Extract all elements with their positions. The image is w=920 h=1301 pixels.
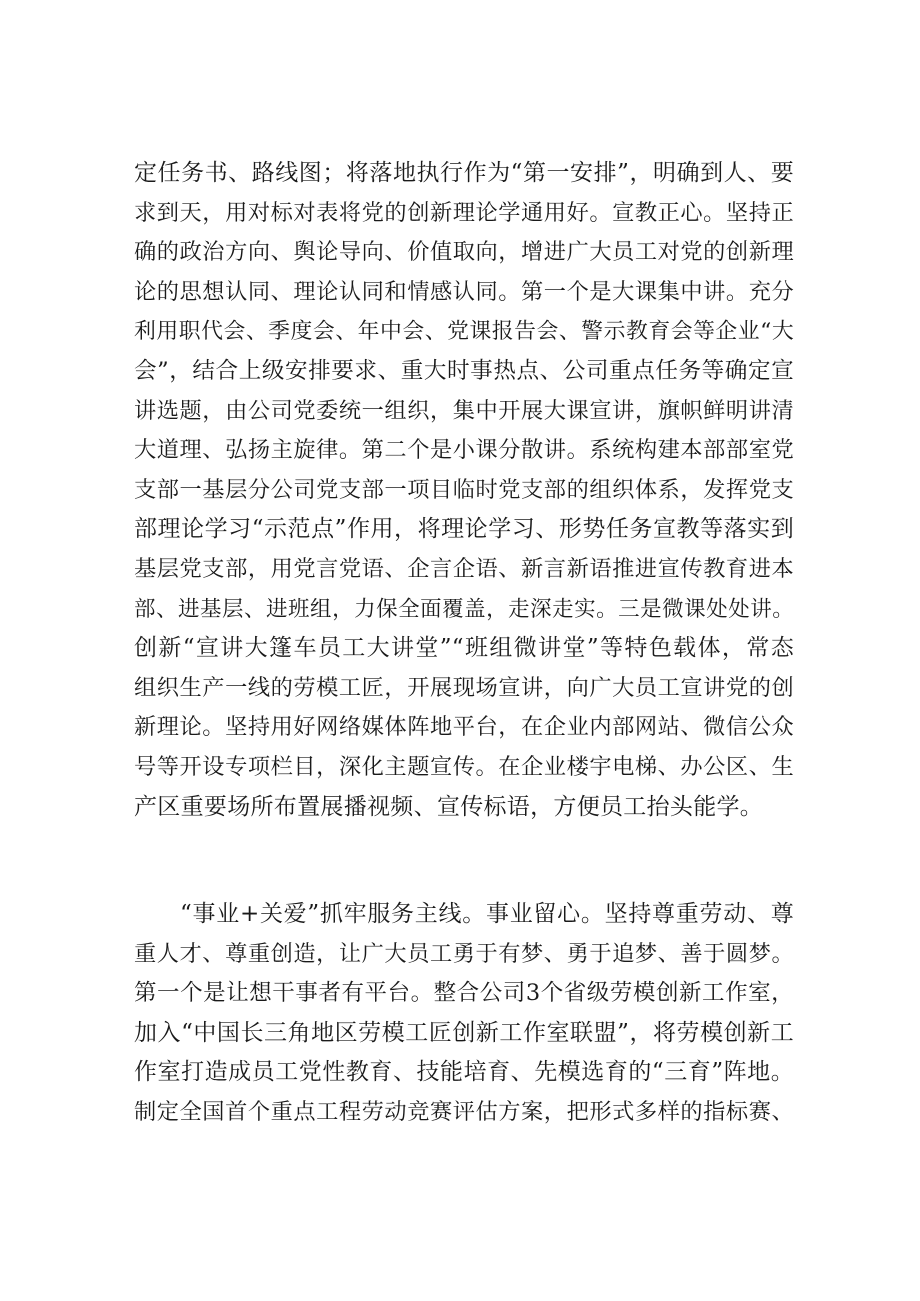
- text-line: 重人才、尊重创造，让广大员工勇于有梦、勇于追梦、善于圆梦。: [134, 940, 794, 967]
- text-line: 部理论学习“示范点”作用，将理论学习、形势任务宣教等落实到: [134, 516, 794, 543]
- text-line: 部、进基层、进班组，力保全面覆盖，走深走实。三是微课处处讲。: [134, 596, 794, 622]
- text-line: 求到天，用对标对表将党的创新理论学通用好。宣教正心。坚持正: [134, 199, 794, 226]
- text-line: 产区重要场所布置展播视频、宣传标语，方便员工抬头能学。: [134, 793, 764, 820]
- text-line: 基层党支部，用党言党语、企言企语、新言新语推进宣传教育进本: [134, 555, 794, 582]
- text-line: 第一个是让想干事者有平台。整合公司3个省级劳模创新工作室，: [134, 980, 794, 1007]
- paragraph-2: [134, 895, 794, 1133]
- text-line: 利用职代会、季度会、年中会、党课报告会、警示教育会等企业“大: [134, 319, 794, 345]
- text-line: 论的思想认同、理论认同和情感认同。第一个是大课集中讲。充分: [134, 278, 794, 305]
- text-line: 定任务书、路线图；将落地执行作为“第一安排”，明确到人、要: [134, 160, 794, 186]
- text-line: “事业+关爱”抓牢服务主线。事业留心。坚持尊重劳动、尊: [180, 901, 794, 927]
- text-line: 组织生产一线的劳模工匠，开展现场宣讲，向广大员工宣讲党的创: [134, 674, 794, 701]
- text-line: 会”，结合上级安排要求、重大时事热点、公司重点任务等确定宣: [134, 357, 794, 384]
- text-line: 加入“中国长三角地区劳模工匠创新工作室联盟”，将劳模创新工: [134, 1019, 794, 1046]
- text-line: 创新“宣讲大篷车员工大讲堂”“班组微讲堂”等特色载体，常态: [134, 635, 794, 662]
- text-line: 支部一基层分公司党支部一项目临时党支部的组织体系，发挥党支: [134, 476, 794, 503]
- text-line: 新理论。坚持用好网络媒体阵地平台，在企业内部网站、微信公众: [134, 714, 794, 741]
- text-line: 大道理、弘扬主旋律。第二个是小课分散讲。系统构建本部部室党: [134, 437, 794, 464]
- text-line: 号等开设专项栏目，深化主题宣传。在企业楼宇电梯、办公区、生: [134, 753, 794, 780]
- text-line: 作室打造成员工党性教育、技能培育、先模选育的“三育”阵地。: [134, 1059, 794, 1086]
- text-line: 确的政治方向、舆论导向、价值取向，增进广大员工对党的创新理: [134, 239, 794, 266]
- text-line: 讲选题，由公司党委统一组织，集中开展大课宣讲，旗帜鲜明讲清: [134, 397, 794, 424]
- text-line: 制定全国首个重点工程劳动竞赛评估方案，把形式多样的指标赛、: [134, 1098, 794, 1125]
- paragraph-1: [134, 154, 794, 827]
